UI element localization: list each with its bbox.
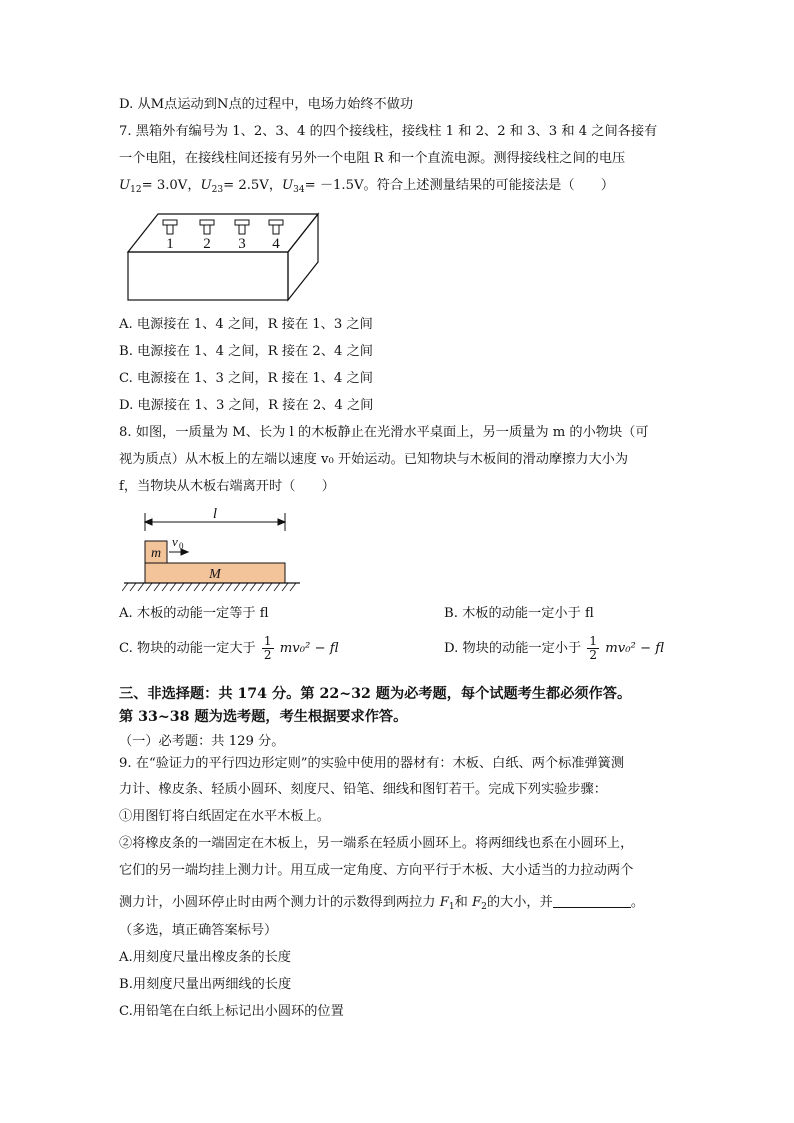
answer-blank[interactable] — [553, 893, 631, 908]
q9-step2-line1: ②将橡皮条的一端固定在木板上，另一端系在轻质小圆环上。将两细线也系在小圆环上， — [119, 836, 634, 851]
q7-voltages: $U_{12}= 3.0V$，$U_{23}= 2.5V$，$U_{34}= -1.5V$。符合上述测量结果的可能接法是（ ） — [119, 178, 615, 195]
terminal-4-label: 4 — [272, 236, 280, 252]
q8-option-c-expr: mv₀² − fl — [279, 641, 339, 656]
terminal-3-label: 3 — [238, 236, 246, 252]
q6-option-d: D. 从M点运动到N点的过程中，电场力始终不做功 — [119, 97, 414, 112]
half-fraction: $\frac{1}{2}$ — [589, 634, 598, 662]
section3-heading-line1: 三、非选择题：共 174 分。第 22~32 题为必考题，每个试题考生都必须作答。 — [119, 686, 632, 702]
q8-stem-line3: f，当物块从木板右端离开时（ ） — [119, 479, 335, 494]
q7-stem-line2: 一个电阻，在接线柱间还接有另外一个电阻 R 和一个直流电源。测得接线柱之间的电压 — [119, 151, 626, 166]
board-label: M — [209, 567, 221, 582]
q8-option-b: B. 木板的动能一定小于 fl — [444, 606, 594, 621]
q8-stem-line1: 8. 如图，一质量为 M、长为 l 的木板静止在光滑水平桌面上，另一质量为 m 的小物块（可 — [119, 425, 649, 440]
half-fraction: $\frac{1}{2}$ — [263, 634, 272, 662]
q7-stem-line1: 7. 黑箱外有编号为 1、2、3、4 的四个接线柱，接线柱 1 和 2、2 和 3、3 和 4 之间各接有 — [119, 124, 658, 139]
terminal-2-label: 2 — [203, 236, 211, 252]
u34-value: = －1.5V。符合上述测量结果的可能接法是（ ） — [304, 178, 615, 193]
q8-option-d — [444, 635, 664, 662]
q8-option-c — [119, 635, 339, 662]
u23-value: = 2.5V， — [223, 178, 283, 193]
length-label: l — [212, 506, 218, 522]
section3-subheading: （一）必考题：共 129 分。 — [119, 734, 285, 749]
q9-option-a: A.用刻度尺量出橡皮条的长度 — [119, 950, 291, 965]
terminal-posts — [163, 220, 283, 234]
q8-option-a: A. 木板的动能一定等于 fl — [119, 606, 269, 621]
q9-option-b: B.用刻度尺量出两细线的长度 — [119, 977, 292, 992]
q9-note: （多选，填正确答案标号） — [119, 923, 278, 938]
q8-option-d-expr: mv₀² − fl — [605, 641, 664, 656]
terminal-2-post — [200, 220, 214, 234]
q8-option-d-prefix: D. 物块的动能一定小于 — [444, 641, 582, 656]
q7-option-b: B. 电源接在 1、4 之间，R 接在 2、4 之间 — [119, 344, 373, 359]
q7-option-a: A. 电源接在 1、4 之间，R 接在 1、3 之间 — [119, 317, 373, 332]
velocity-label: v — [172, 534, 178, 549]
velocity-subscript: 0 — [179, 541, 184, 551]
q9-line2: 力计、橡皮条、轻质小圆环、刻度尺、铅笔、细线和图钉若干。完成下列实验步骤： — [119, 782, 607, 797]
terminal-1-label: 1 — [166, 236, 174, 252]
terminal-4-post — [269, 220, 283, 234]
q9-step2-line3: 测力计，小圆环停止时由两个测力计的示数得到两拉力 $F_1$和 $F_2$的大小，并 。 — [119, 895, 644, 912]
terminal-3-post — [235, 220, 249, 234]
board-block-figure — [122, 505, 304, 597]
q9-line1: 9. 在“验证力的平行四边形定则”的实验中使用的器材有：木板、白纸、两个标准弹簧测 — [119, 756, 625, 771]
black-box-figure — [124, 210, 324, 305]
u12-value: = 3.0V， — [141, 178, 201, 193]
q8-stem-line2: 视为质点）从木板上的左端以速度 v₀ 开始运动。已知物块与木板间的滑动摩擦力大小为 — [119, 452, 629, 467]
q9-option-c: C.用铅笔在白纸上标记出小圆环的位置 — [119, 1004, 344, 1019]
table-hatching — [122, 583, 296, 591]
q7-option-c: C. 电源接在 1、3 之间，R 接在 1、4 之间 — [119, 371, 373, 386]
terminal-1-post — [163, 220, 177, 234]
q8-option-c-prefix: C. 物块的动能一定大于 — [119, 641, 256, 656]
block-label: m — [150, 546, 162, 561]
q7-option-d: D. 电源接在 1、3 之间，R 接在 2、4 之间 — [119, 398, 374, 413]
q9-step2-line2: 它们的另一端均挂上测力计。用互成一定角度、方向平行于木板、大小适当的力拉动两个 — [119, 863, 634, 878]
q9-step1: ①用图钉将白纸固定在水平木板上。 — [119, 809, 330, 824]
section3-heading-line2: 第 33~38 题为选考题，考生根据要求作答。 — [119, 709, 408, 725]
